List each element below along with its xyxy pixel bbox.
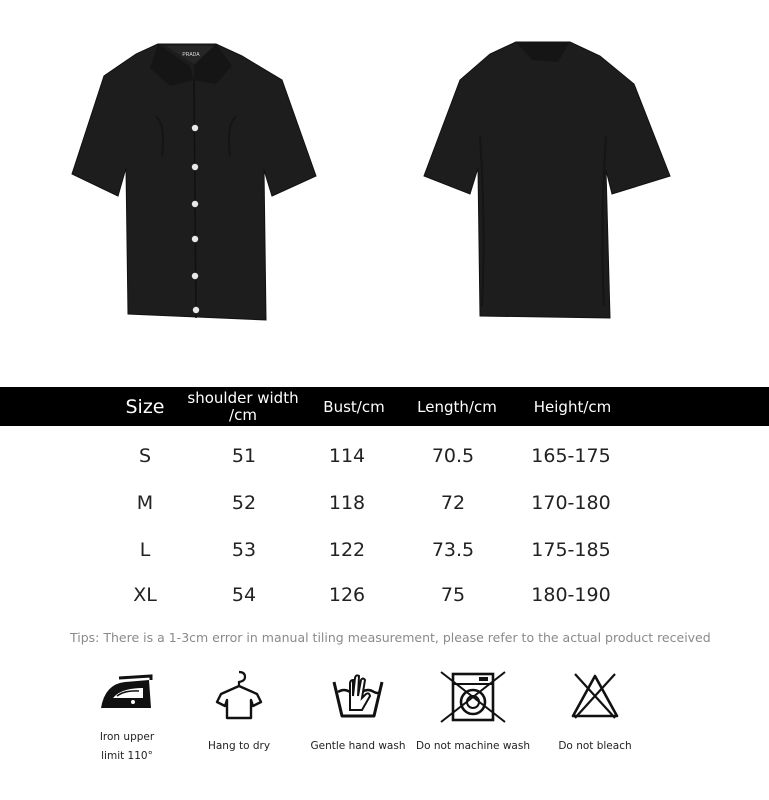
brand-label: PRADA — [182, 52, 200, 58]
hand-wash-icon — [328, 670, 388, 722]
cell-size: M — [136, 492, 154, 514]
care-label-line1: Iron upper — [99, 731, 155, 743]
table-row — [0, 530, 769, 570]
cell-height: 175-185 — [531, 539, 611, 561]
cell-bust: 126 — [328, 584, 366, 606]
cell-shoulder: 51 — [231, 445, 257, 467]
table-row — [0, 575, 769, 615]
cell-length: 72 — [440, 492, 466, 514]
no-bleach-icon — [569, 670, 621, 722]
cell-bust: 118 — [328, 492, 366, 514]
cell-shoulder: 54 — [231, 584, 257, 606]
header-shoulder-line2: /cm — [229, 405, 257, 424]
care-item-hang-dry — [179, 670, 299, 780]
header-shoulder-width — [180, 387, 306, 426]
cell-height: 170-180 — [531, 492, 611, 514]
cell-shoulder: 53 — [231, 539, 257, 561]
care-item-no-machine-wash — [413, 670, 533, 780]
cell-bust: 122 — [328, 539, 366, 561]
cell-height: 180-190 — [531, 584, 611, 606]
header-shoulder-line1: shoulder width — [187, 388, 299, 407]
care-label: Hang to dry — [207, 740, 271, 752]
cell-length: 70.5 — [431, 445, 475, 467]
care-item-iron — [67, 670, 187, 780]
cell-size: L — [139, 539, 151, 561]
cell-size: S — [138, 445, 152, 467]
measurement-tip: Tips: There is a 1-3cm error in manual tiling measurement, please refer to the actual product received — [70, 630, 711, 645]
cell-size: XL — [133, 584, 157, 606]
header-height: Height/cm — [533, 397, 612, 416]
cell-shoulder: 52 — [231, 492, 257, 514]
cell-bust: 114 — [328, 445, 366, 467]
care-item-hand-wash — [298, 670, 418, 780]
care-label: Do not machine wash — [416, 740, 530, 752]
shirt-front-image — [66, 36, 322, 326]
care-label: Gentle hand wash — [310, 740, 406, 752]
iron-icon — [95, 670, 159, 718]
header-size: Size — [125, 395, 165, 418]
shirt-back-image — [420, 36, 676, 326]
care-item-no-bleach — [535, 670, 655, 780]
hang-dry-icon — [215, 670, 263, 722]
cell-length: 73.5 — [431, 539, 475, 561]
cell-length: 75 — [440, 584, 466, 606]
cell-height: 165-175 — [531, 445, 611, 467]
size-chart-header — [0, 387, 769, 426]
table-row — [0, 483, 769, 523]
no-machine-wash-icon — [439, 670, 507, 724]
care-label: Do not bleach — [558, 740, 632, 752]
header-length: Length/cm — [417, 397, 497, 416]
table-row — [0, 436, 769, 476]
header-bust: Bust/cm — [323, 397, 385, 416]
care-label-line2: limit 110° — [101, 750, 153, 762]
